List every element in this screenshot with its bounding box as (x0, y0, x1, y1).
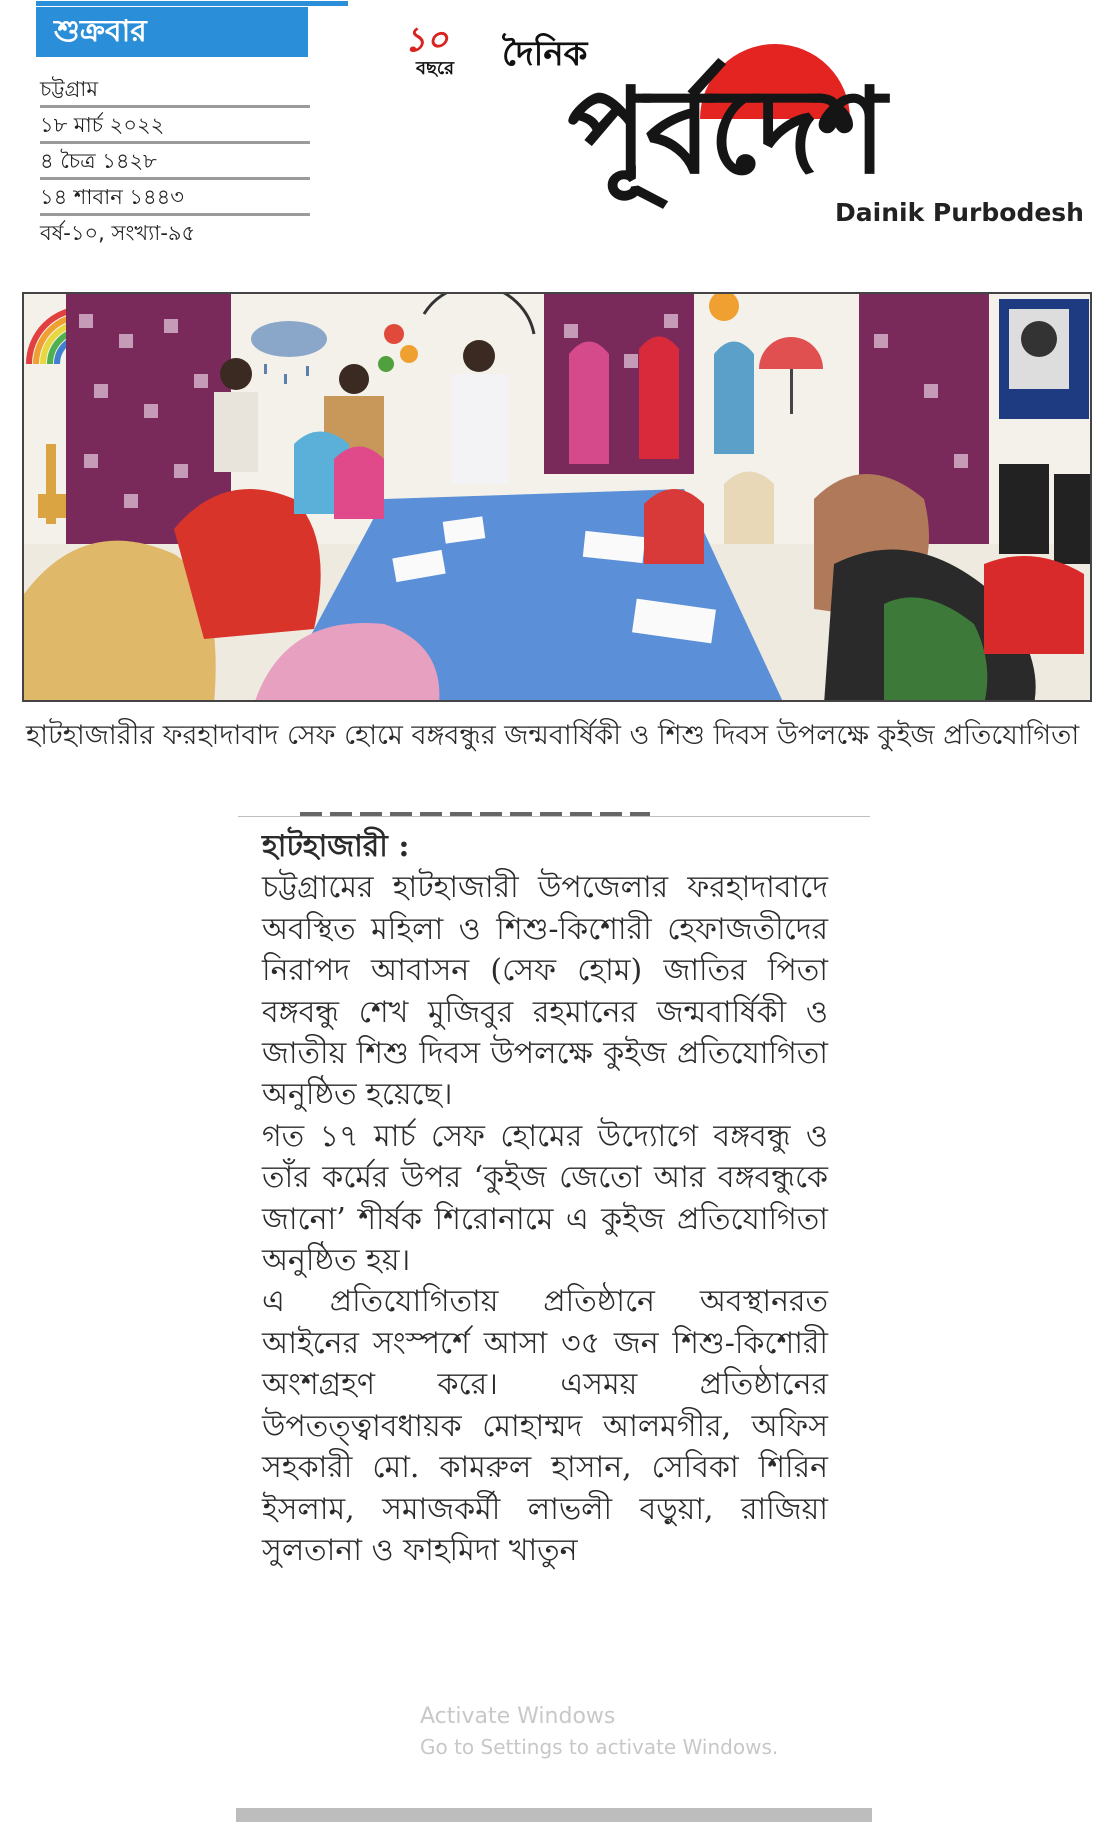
watermark-line-1: Activate Windows (420, 1704, 616, 1729)
masthead-prefix: দৈনিক (502, 34, 588, 74)
news-photo (22, 292, 1092, 702)
article-dateline: হাটহাজারী : (262, 829, 410, 864)
article-paragraph-3: এ প্রতিযোগিতায় প্রতিষ্ঠানে অবস্থানরত আইনের সংস্পর্শে আসা ৩৫ জন শিশু-কিশোরী অংশগ্রহণ করে। এসময় প্রতিষ্ঠানের উপতত্ত্বাবধায়ক মোহাম্মদ আলমগীর, অফিস সহকারী মো. কামরুল হাসান, সেবিকা শিরিন ইসলাম, সমাজকর্মী লাভলী বড়ুয়া, রাজিয়া সুলতানা ও ফাহমিদা খাতুন (262, 1284, 828, 1568)
bottom-scroll-bar (236, 1808, 872, 1822)
article-paragraph-1: চট্টগ্রামের হাটহাজারী উপজেলার ফরহাদাবাদে অবস্থিত মহিলা ও শিশু-কিশোরী হেফাজতীদের নিরাপদ আবাসন (সেফ হোম) জাতির পিতা বঙ্গবন্ধু শেখ মুজিবুর রহমানের জন্মবার্ষিকী ও জাতীয় শিশু দিবস উপলক্ষে কুইজ প্রতিযোগিতা অনুষ্ঠিত হয়েছে। (262, 870, 828, 1113)
hijri-date: ১৪ শাবান ১৪৪৩ (40, 180, 310, 216)
issue-number: বর্ষ-১০, সংখ্যা-৯৫ (40, 221, 196, 245)
bangla-date: ৪ চৈত্র ১৪২৮ (40, 144, 310, 180)
os-activation-watermark (420, 1702, 778, 1762)
gregorian-date: ১৮ মার্চ ২০২২ (40, 108, 310, 144)
anniversary-number: ১০ (404, 20, 449, 60)
masthead-name-bn: পূর্বদেশ (567, 61, 885, 200)
weekday-badge: শুক্রবার (36, 7, 308, 57)
masthead-name-en: Dainik Purbodesh (835, 198, 1084, 227)
watermark-line-2: Go to Settings to activate Windows. (420, 1735, 779, 1759)
date-info (40, 72, 310, 252)
article-top-rule (238, 816, 870, 817)
photo-caption: হাটহাজারীর ফরহাদাবাদ সেফ হোমে বঙ্গবন্ধুর জন্মবার্ষিকী ও শিশু দিবস উপলক্ষে কুইজ প্রতিযোগিতা (26, 720, 1080, 751)
city-line: চট্টগ্রাম (40, 72, 310, 108)
newspaper-masthead (352, 10, 1100, 232)
anniversary-word: বছরে (416, 58, 455, 79)
article-paragraph-2: গত ১৭ মার্চ সেফ হোমের উদ্যোগে বঙ্গবন্ধু ও তাঁর কর্মের উপর ‘কুইজ জেতো আর বঙ্গবন্ধুকে জানো’ শীর্ষক শিরোনামে এ কুইজ প্রতিযোগিতা অনুষ্ঠিত হয়। (262, 1118, 828, 1279)
article-body (262, 826, 828, 1571)
